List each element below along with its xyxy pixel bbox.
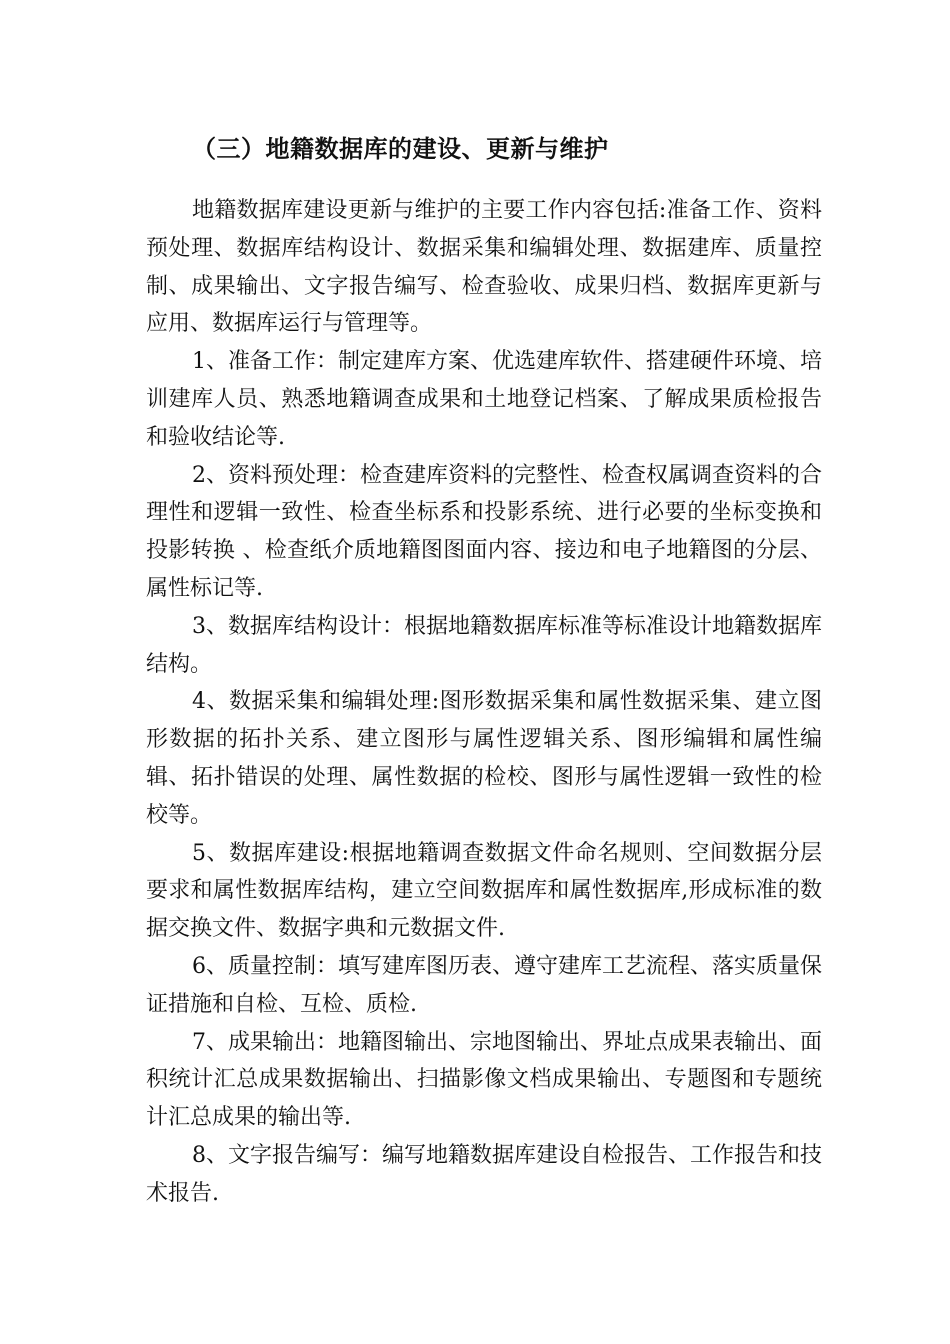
- paragraph-item-2: 2、资料预处理：检查建库资料的完整性、检查权属调查资料的合理性和逻辑一致性、检查坐标系和投影系统、进行必要的坐标变换和投影转换 、检查纸介质地籍图图面内容、接边和电子地籍图的分层、属性标记等.: [146, 462, 822, 601]
- section-heading: （三）地籍数据库的建设、更新与维护: [192, 135, 609, 163]
- paragraph-item-3: 3、数据库结构设计：根据地籍数据库标准等标准设计地籍数据库结构。: [146, 613, 822, 677]
- paragraph-item-6: 6、质量控制：填写建库图历表、遵守建库工艺流程、落实质量保证措施和自检、互检、质检.: [146, 953, 822, 1017]
- document-page: [146, 128, 822, 1213]
- paragraph-item-1: 1、准备工作：制定建库方案、优选建库软件、搭建硬件环境、培训建库人员、熟悉地籍调查成果和土地登记档案、了解成果质检报告和验收结论等.: [146, 349, 822, 450]
- paragraph-item-8: 8、文字报告编写：编写地籍数据库建设自检报告、工作报告和技术报告.: [146, 1142, 822, 1206]
- paragraph-intro: 地籍数据库建设更新与维护的主要工作内容包括:准备工作、资料预处理、数据库结构设计、数据采集和编辑处理、数据建库、质量控制、成果输出、文字报告编写、检查验收、成果归档、数据库更新与应用、数据库运行与管理等。: [146, 198, 822, 337]
- paragraph-item-4: 4、数据采集和编辑处理:图形数据采集和属性数据采集、建立图形数据的拓扑关系、建立图形与属性逻辑关系、图形编辑和属性编辑、拓扑错误的处理、属性数据的检校、图形与属性逻辑一致性的检校等。: [146, 689, 822, 828]
- paragraph-item-5: 5、数据库建设:根据地籍调查数据文件命名规则、空间数据分层要求和属性数据库结构，建立空间数据库和属性数据库,形成标准的数据交换文件、数据字典和元数据文件.: [146, 840, 822, 942]
- paragraph-item-7: 7、成果输出：地籍图输出、宗地图输出、界址点成果表输出、面积统计汇总成果数据输出、扫描影像文档成果输出、专题图和专题统计汇总成果的输出等.: [146, 1029, 822, 1131]
